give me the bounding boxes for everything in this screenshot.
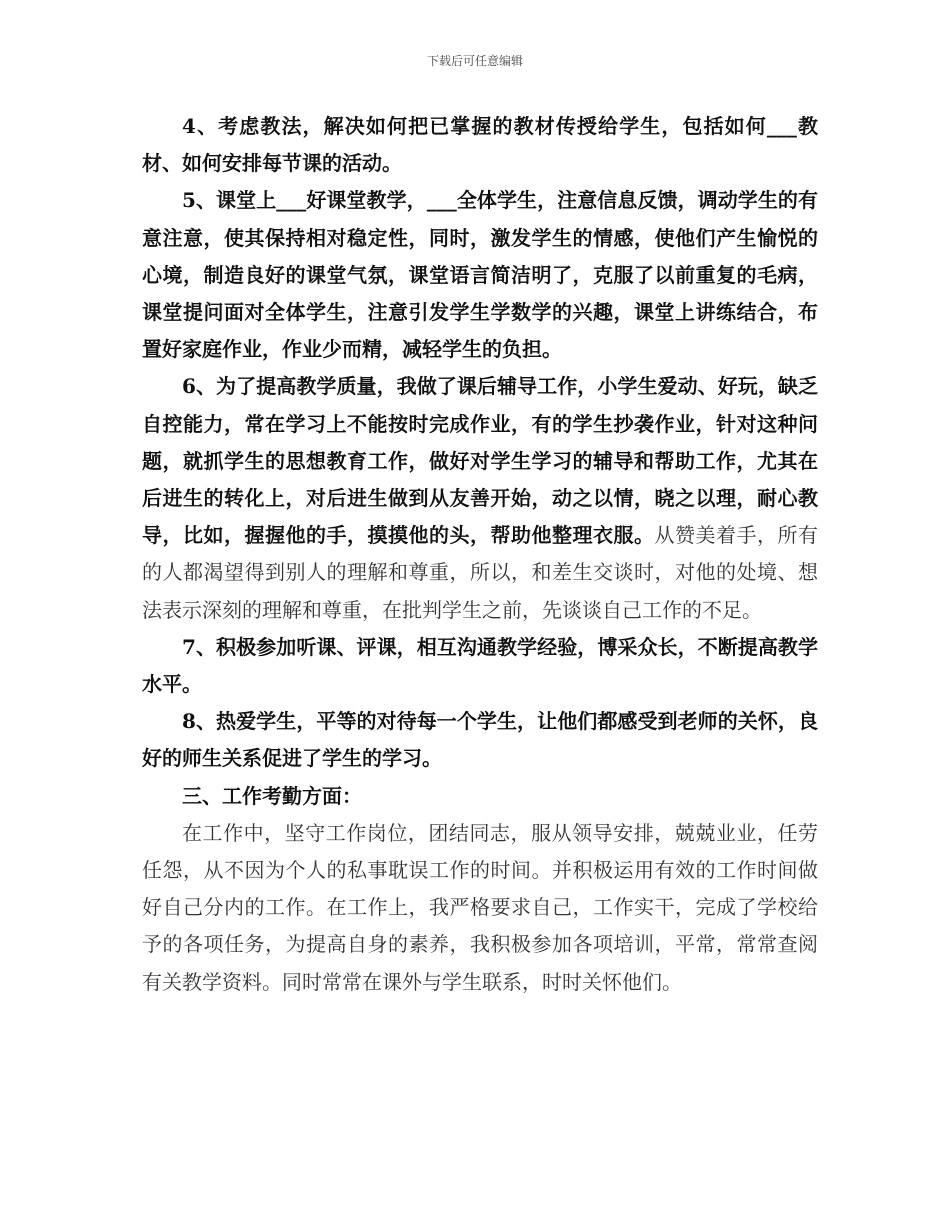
document-body [142,108,818,1001]
paragraph-item-6 [142,368,818,628]
paragraph-attendance [142,815,818,1001]
paragraph-text-regular: 从赞美着手，所有的人都渴望得到别人的理解和尊重，所以，和差生交谈时，对他的处境、想法表示深刻的理解和尊重，在批判学生之前，先谈谈自己工作的不足。 [142,523,818,622]
page-header: 下载后可任意编辑 [426,54,523,68]
paragraph-item-8 [142,703,818,777]
section-heading-attendance [142,778,818,815]
paragraph-text: 8、热爱学生，平等的对待每一个学生，让他们都感受到老师的关怀，良好的师生关系促进了学生的学习。 [142,709,818,771]
paragraph-text: 5、课堂上___好课堂教学，___全体学生，注意信息反馈，调动学生的有意注意，使其保持相对稳定性，同时，激发学生的情感，使他们产生愉悦的心境，制造良好的课堂气氛，课堂语言简洁明了，克服了以前重复的毛病，课堂提问面对全体学生，注意引发学生学数学的兴趣，课堂上讲练结合，布置好家庭作业，作业少而精，减轻学生的负担。 [142,188,818,362]
paragraph-text: 4、考虑教法，解决如何把已掌握的教材传授给学生，包括如何___教材、如何安排每节课的活动。 [142,114,818,176]
paragraph-text-bold: 6、为了提高教学质量，我做了课后辅导工作，小学生爱动、好玩，缺乏自控能力，常在学习上不能按时完成作业，有的学生抄袭作业，针对这种问题，就抓学生的思想教育工作，做好对学生学习的辅导和帮助工作，尤其在后进生的转化上，对后进生做到从友善开始，动之以情，晓之以理，耐心教导，比如，握握他的手，摸摸他的头，帮助他整理衣服。 [142,374,818,548]
paragraph-item-4 [142,108,818,182]
paragraph-text: 7、积极参加听课、评课，相互沟通教学经验，博采众长，不断提高教学水平。 [142,634,818,697]
paragraph-item-7 [142,629,818,703]
paragraph-text: 在工作中，坚守工作岗位，团结同志，服从领导安排，兢兢业业，任劳任怨，从不因为个人的私事耽误工作的时间。并积极运用有效的工作时间做好自己分内的工作。在工作上，我严格要求自己，工作实干，完成了学校给予的各项任务，为提高自身的素养，我积极参加各项培训，平常，常常查阅有关教学资料。同时常常在课外与学生联系，时时关怀他们。 [142,820,818,994]
paragraph-item-5 [142,182,818,368]
heading-text: 三、工作考勤方面： [182,783,362,808]
